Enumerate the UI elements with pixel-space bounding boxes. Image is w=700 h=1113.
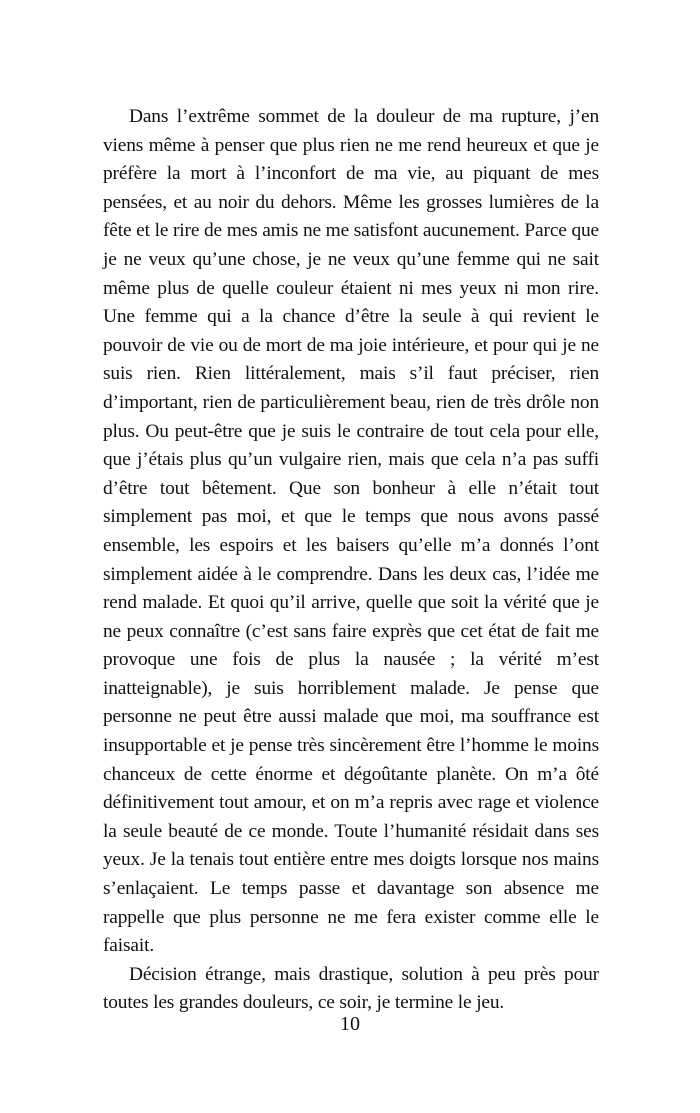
page-number: 10 — [340, 1013, 360, 1035]
paragraph-1: Dans l’extrême sommet de la douleur de ma rupture, j’en viens même à penser que plus rien ne me rend heureux et que je préfère la mort à l’inconfort de ma vie, au piquant de mes pensées, et au noir du dehors. Même les grosses lumières de la fête et le rire de mes amis ne me satisfont aucunement. Parce que je ne veux qu’une chose, je ne veux qu’une femme qui ne sait même plus de quelle couleur étaient ni mes yeux ni mon rire. Une femme qui a la chance d’être la seule à qui revient le pouvoir de vie ou de mort de ma joie intérieure, et pour qui je ne suis rien. Rien littéralement, mais s’il faut préciser, rien d’important, rien de particulièrement beau, rien de très drôle non plus. Ou peut-être que je suis le contraire de tout cela pour elle, que j’étais plus qu’un vulgaire rien, mais que cela n’a pas suffi d’être tout bêtement. Que son bonheur à elle n’était tout simplement pas moi, et que le temps que nous avons passé ensemble, les espoirs et les baisers qu’elle m’a donnés l’ont simplement aidée à le comprendre. Dans les deux cas, l’idée me rend malade. Et quoi qu’il arrive, quelle que soit la vérité que je ne peux connaître (c’est sans faire exprès que cet état de fait me provoque une fois de plus la nausée ; la vérité m’est inatteignable), je suis horriblement malade. Je pense que personne ne peut être aussi malade que moi, ma souffrance est insupportable et je pense très sincèrement être l’homme le moins chanceux de cette énorme et dégoûtante planète. On m’a ôté définitivement tout amour, et on m’a repris avec rage et violence la seule beauté de ce monde. Toute l’humanité résidait dans ses yeux. Je la tenais tout entière entre mes doigts lorsque nos mains s’enlaçaient. Le temps passe et davantage son absence me rappelle que plus personne ne me fera exister comme elle le faisait. — [103, 106, 599, 957]
paragraph-2: Décision étrange, mais drastique, solution à peu près pour toutes les grandes douleurs, ce soir, je termine le jeu. — [103, 963, 599, 1014]
body-text — [103, 103, 599, 1018]
